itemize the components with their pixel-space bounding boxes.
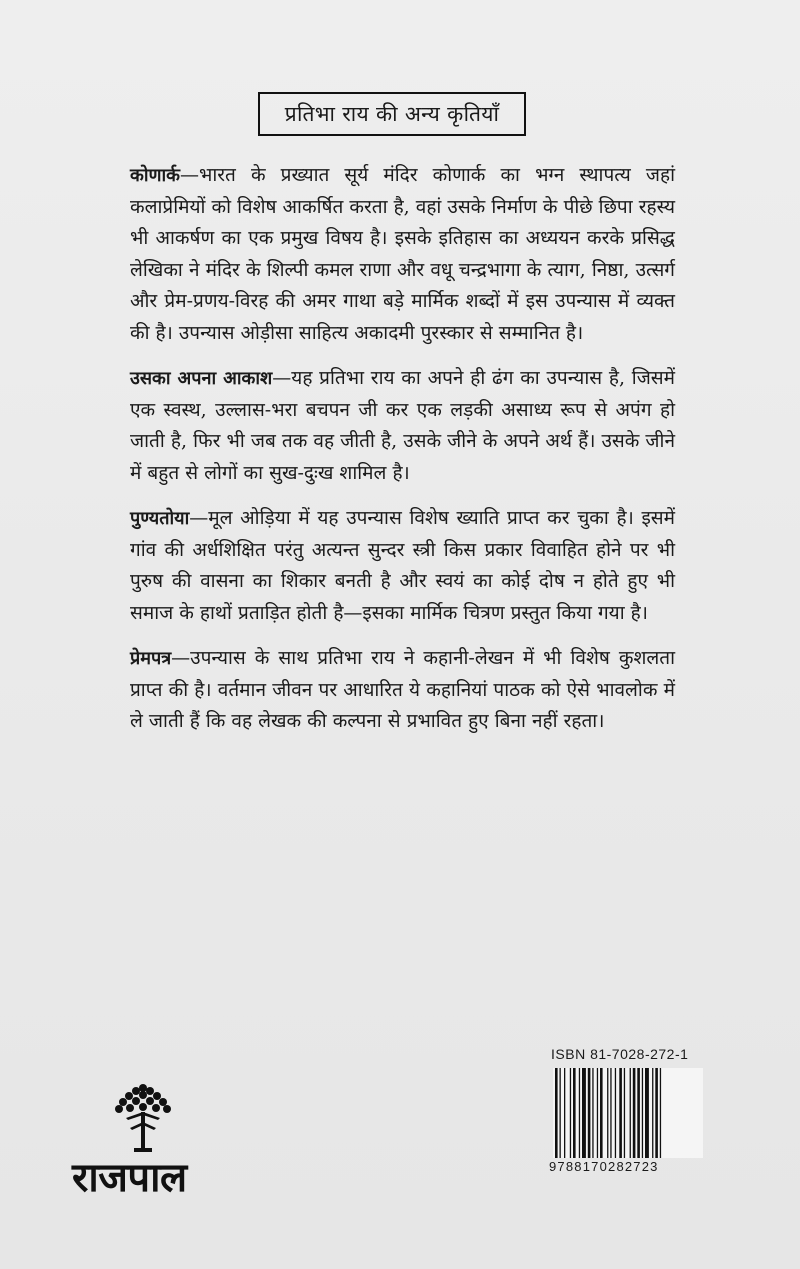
blurb-entry bbox=[130, 160, 675, 349]
entry-text: —उपन्यास के साथ प्रतिभा राय ने कहानी-लेखन में भी विशेष कुशलता प्राप्त की है। वर्तमान जीवन पर आधारित ये कहानियां पाठक को ऐसे भावलोक में ले जाती हैं कि वह लेखक की कल्पना से प्रभावित हुए बिना नहीं रहता। bbox=[130, 647, 675, 732]
heading-box bbox=[258, 92, 526, 136]
barcode-bar bbox=[597, 1068, 598, 1158]
barcode-bar bbox=[637, 1068, 640, 1158]
entry-title: उसका अपना आकाश bbox=[130, 368, 273, 389]
barcode-bar bbox=[633, 1068, 636, 1158]
blurb-entry bbox=[130, 503, 675, 629]
barcode-bar bbox=[660, 1068, 661, 1158]
barcode-bar bbox=[555, 1068, 558, 1158]
barcode-bar bbox=[607, 1068, 608, 1158]
barcode-bar bbox=[573, 1068, 576, 1158]
barcode-bar bbox=[588, 1068, 591, 1158]
barcode-bar bbox=[582, 1068, 586, 1158]
barcode-icon bbox=[553, 1068, 703, 1158]
barcode-bar bbox=[570, 1068, 571, 1158]
barcode-bar bbox=[655, 1068, 658, 1158]
barcode-bar bbox=[579, 1068, 580, 1158]
barcode-bar bbox=[615, 1068, 616, 1158]
barcode-bar bbox=[630, 1068, 631, 1158]
blurb-entry bbox=[130, 363, 675, 489]
barcode-bar bbox=[624, 1068, 625, 1158]
publisher-logo: राजपाल bbox=[72, 1155, 187, 1201]
entry-title: पुण्यतोया bbox=[130, 508, 190, 529]
barcode-bar bbox=[610, 1068, 611, 1158]
barcode bbox=[553, 1068, 703, 1158]
barcode-bar bbox=[564, 1068, 565, 1158]
barcode-bar bbox=[600, 1068, 603, 1158]
entry-text: —मूल ओड़िया में यह उपन्यास विशेष ख्याति प्राप्त कर चुका है। इसमें गांव की अर्धशिक्षित परंतु अत्यन्त सुन्दर स्त्री किस प्रकार विवाहित होने पर भी पुरुष की वासना का शिकार बनती है और स्वयं का कोई दोष न होते हुए भी समाज के हाथों प्रताड़ित होती है—इसका मार्मिक चित्रण प्रस्तुत किया गया है। bbox=[130, 507, 675, 624]
barcode-bar bbox=[645, 1068, 649, 1158]
isbn-label: ISBN 81-7028-272-1 bbox=[551, 1046, 689, 1062]
blurb-entry bbox=[130, 643, 675, 738]
barcode-bar bbox=[560, 1068, 561, 1158]
heading: प्रतिभा राय की अन्य कृतियाँ bbox=[284, 102, 500, 126]
entry-title: प्रेमपत्र bbox=[130, 648, 172, 669]
barcode-bar bbox=[642, 1068, 643, 1158]
barcode-number: 9788170282723 bbox=[549, 1159, 659, 1174]
entry-text: —यह प्रतिभा राय का अपने ही ढंग का उपन्यास है, जिसमें एक स्वस्थ, उल्लास-भरा बचपन जी कर एक लड़की असाध्य रूप से अपंग हो जाती है, फिर भी जब तक वह जीती है, उसके जीने के अपने अर्थ हैं। उसके जीने में बहुत से लोगों का सुख-दुःख शामिल है। bbox=[130, 367, 675, 484]
tree-logo-icon bbox=[112, 1082, 174, 1154]
barcode-bar bbox=[619, 1068, 622, 1158]
entry-text: —भारत के प्रख्यात सूर्य मंदिर कोणार्क का भग्न स्थापत्य जहां कलाप्रेमियों को विशेष आकर्षित करता है, वहां उसके निर्माण के पीछे छिपा रहस्य भी आकर्षण का एक प्रमुख विषय है। इसके इतिहास का अध्ययन करके प्रसिद्ध लेखिका ने मंदिर के शिल्पी कमल राणा और वधू चन्द्रभागा के त्याग, निष्ठा, उत्सर्ग और प्रेम-प्रणय-विरह की अमर गाथा बड़े मार्मिक शब्दों में इस उपन्यास में व्यक्त की है। उपन्यास ओड़ीसा साहित्य अकादमी पुरस्कार से सम्मानित है। bbox=[130, 164, 675, 344]
blurb-list bbox=[130, 160, 675, 752]
barcode-bar bbox=[592, 1068, 593, 1158]
barcode-bar bbox=[652, 1068, 653, 1158]
entry-title: कोणार्क bbox=[130, 165, 180, 186]
